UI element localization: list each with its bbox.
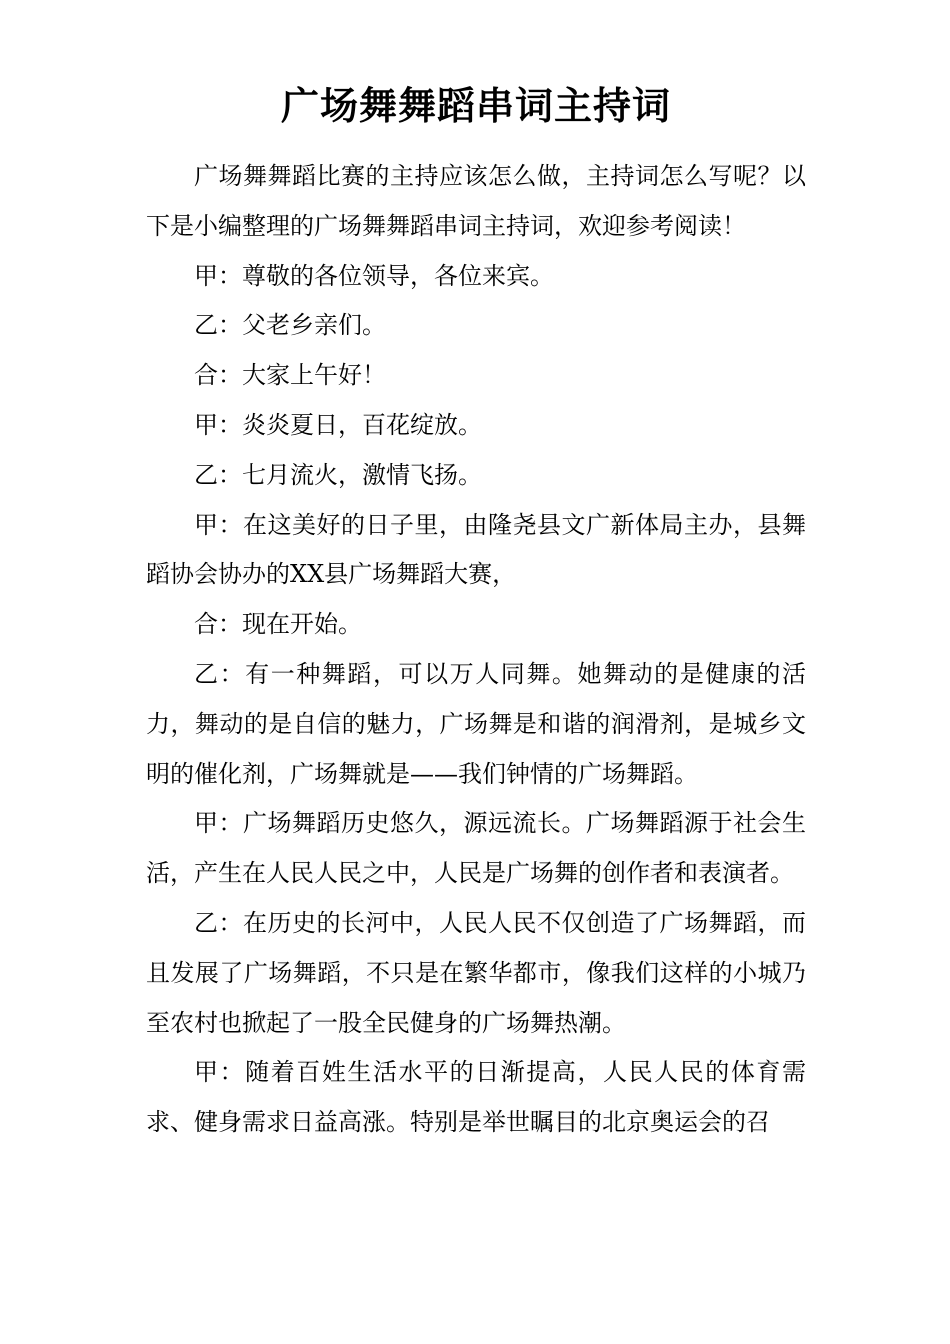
paragraph: 甲：炎炎夏日，百花绽放。 [194, 410, 482, 439]
paragraph: 乙：有一种舞蹈，可以万人同舞。她舞动的是健康的活力，舞动的是自信的魅力，广场舞是和谐的润滑剂，是城乡文明的催化剂，广场舞就是——我们钟情的广场舞蹈。 [146, 659, 806, 788]
paragraph: 乙：七月流火，激情飞扬。 [194, 460, 482, 489]
paragraph: 合：大家上午好！ [194, 361, 386, 390]
paragraph: 甲：随着百姓生活水平的日渐提高，人民人民的体育需求、健身需求日益高涨。特别是举世瞩目的北京奥运会的召 [146, 1058, 806, 1137]
paragraph: 乙：在历史的长河中，人民人民不仅创造了广场舞蹈，而且发展了广场舞蹈，不只是在繁华都市，像我们这样的小城乃至农村也掀起了一股全民健身的广场舞热潮。 [146, 908, 806, 1037]
paragraph: 甲：在这美好的日子里，由隆尧县文广新体局主办，县舞蹈协会协办的XX县广场舞蹈大赛， [146, 510, 806, 589]
paragraph: 甲：尊敬的各位领导，各位来宾。 [194, 261, 554, 290]
paragraph-intro: 广场舞舞蹈比赛的主持应该怎么做，主持词怎么写呢？以下是小编整理的广场舞舞蹈串词主持词，欢迎参考阅读！ [146, 162, 806, 240]
paragraph: 甲：广场舞蹈历史悠久，源远流长。广场舞蹈源于社会生活，产生在人民人民之中，人民是广场舞的创作者和表演者。 [146, 809, 806, 888]
document-page [146, 78, 806, 1148]
paragraph: 合：现在开始。 [194, 610, 362, 639]
paragraph: 乙：父老乡亲们。 [194, 311, 386, 340]
document-title: 广场舞舞蹈串词主持词 [280, 83, 671, 128]
